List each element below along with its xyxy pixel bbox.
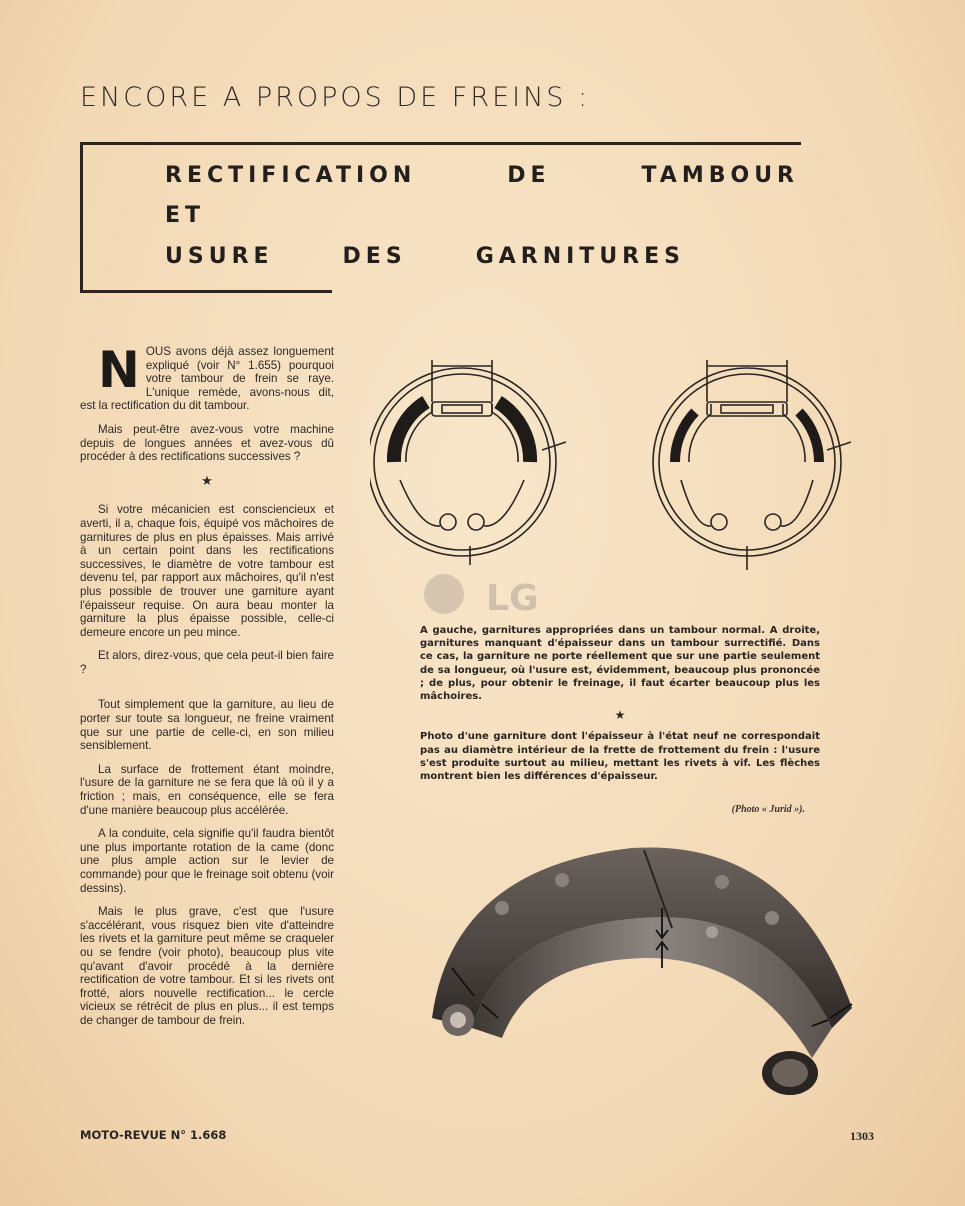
brake-shoe-photo (412, 828, 864, 1100)
diagram-caption: A gauche, garnitures appropriées dans un tambour normal. A droite, garnitures manquant d'épaisseur dans un tambour surrectifié. Dans ce cas, la garniture ne porte réellement que sur une partie seulement de sa longueur, où l'usure est, évidemment, beaucoup plus prononcée ; de plus, pour obtenir le freinage, il faut écarter beaucoup plus les mâchoires. (420, 625, 820, 703)
paragraph-text: OUS avons déjà assez longuement expliqué (voir N° 1.655) pourquoi votre tambour de frein se raye. L'unique remède, avons-nous dit, est la rectification du dit tambour. (80, 345, 334, 413)
brake-drum-diagrams (370, 350, 870, 590)
section-kicker: ENCORE A PROPOS DE FREINS : (80, 82, 591, 113)
drop-cap: N (98, 341, 140, 399)
title-line-3 (165, 244, 685, 269)
title-word: TAMBOUR (641, 163, 799, 188)
title-word: USURE (165, 244, 274, 269)
star-separator: ★ (201, 472, 213, 488)
page-number: 1303 (850, 1129, 874, 1143)
title-word: GARNITURES (475, 244, 685, 269)
photo-caption: Photo d'une garniture dont l'épaisseur à l'état neuf ne correspondait pas au diamètre intérieur de la frette de frottement du frein : l'usure s'est produite surtout au milieu, mettant les rivets à vif. Les flèches montrent bien les différences d'épaisseur. (420, 731, 820, 783)
article-paragraph: A la conduite, cela signifie qu'il faudra bientôt une plus importante rotation de la came (donc une plus ample action sur le levier de commande) pour que le freinage soit obtenu (voir dessins). (80, 827, 334, 895)
article-paragraph (80, 341, 334, 413)
article-paragraph: Tout simplement que la garniture, au lieu de porter sur toute sa longueur, ne freine vraiment que sur une partie de celle-ci, en son milieu sensiblement. (80, 698, 334, 753)
magazine-issue: MOTO-REVUE N° 1.668 (80, 1128, 227, 1142)
title-line-1 (165, 163, 799, 188)
title-word: RECTIFICATION (165, 163, 417, 188)
portrait-icon (424, 574, 464, 614)
title-line-2: ET (165, 203, 206, 228)
resurfaced-drum-diagram (653, 360, 851, 570)
normal-drum-diagram (370, 360, 566, 565)
figure-captions (420, 624, 820, 783)
title-word: DE (507, 163, 551, 188)
article-column (80, 341, 334, 1038)
article-paragraph: Mais le plus grave, c'est que l'usure s'accélérant, vous risquez bien vite d'atteindre les rivets et la garniture peut même se craqueler ou se fendre (voir photo), beaucoup plus vite qu'avant d'avoir procédé à la dernière rectification de votre tambour. Et si les rivets ont frotté, alors nouvelle rectification... le cercle vicieux se rétrécit de plus en plus... il est temps de changer de tambour de frein. (80, 905, 334, 1027)
title-word: DES (342, 244, 407, 269)
watermark-text: LG (486, 578, 539, 619)
article-paragraph: Et alors, direz-vous, que cela peut-il bien faire ? (80, 649, 334, 676)
article-paragraph: Si votre mécanicien est consciencieux et averti, il a, chaque fois, équipé vos mâchoires de garnitures de plus en plus épaisses. Mais arrivé à un certain point dans les rectifications successives, le diamètre de votre tambour est devenu tel, par rapport aux mâchoires, qu'il n'est plus possible de trouver une garniture ayant l'épaisseur requise. On aura beau monter la garniture la plus épaisse possible, celle-ci demeure encore un peu mince. (80, 503, 334, 639)
photo-credit: (Photo « Jurid »). (731, 804, 805, 815)
article-paragraph: La surface de frottement étant moindre, l'usure de la garniture ne se fera que là où il y a friction ; mais, en conséquence, elle se fera d'une manière beaucoup plus accélérée. (80, 762, 334, 817)
title-rule (80, 290, 332, 293)
star-separator: ★ (614, 708, 626, 723)
article-paragraph: Mais peut-être avez-vous votre machine depuis de longues années et avez-vous dû procéder à des rectifications successives ? (80, 422, 334, 464)
title-box (80, 142, 801, 293)
